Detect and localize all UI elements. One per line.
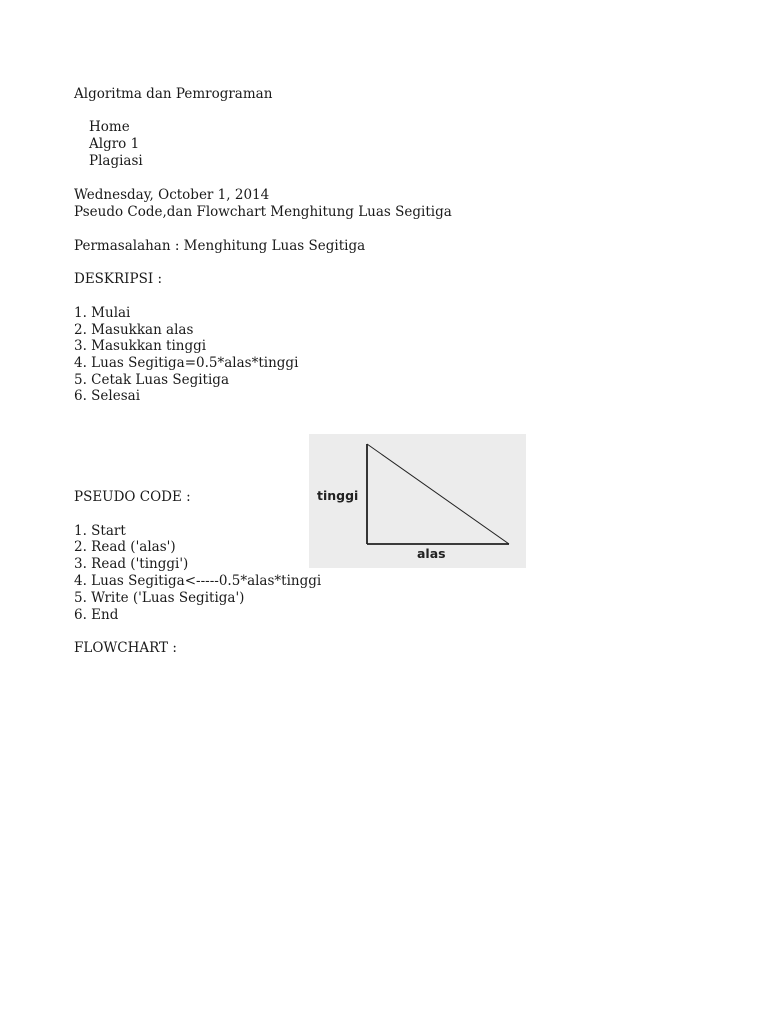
- pseudo-step: 5. Write ('Luas Segitiga'): [74, 590, 245, 606]
- deskripsi-step: 2. Masukkan alas: [74, 322, 194, 338]
- deskripsi-step: 3. Masukkan tinggi: [74, 338, 207, 354]
- deskripsi-step: 5. Cetak Luas Segitiga: [74, 372, 229, 388]
- pseudo-step: 6. End: [74, 607, 119, 623]
- base-label: alas: [417, 546, 446, 561]
- deskripsi-step: 4. Luas Segitiga=0.5*alas*tinggi: [74, 355, 299, 371]
- flowchart-heading: FLOWCHART :: [74, 640, 177, 656]
- deskripsi-step: 1. Mulai: [74, 305, 131, 321]
- problem-statement: Permasalahan : Menghitung Luas Segitiga: [74, 238, 366, 254]
- deskripsi-heading: DESKRIPSI :: [74, 271, 163, 287]
- nav-item-algro-1[interactable]: Algro 1: [89, 136, 140, 152]
- triangle-hypotenuse: [367, 444, 509, 544]
- pseudo-step: 2. Read ('alas'): [74, 539, 176, 555]
- nav-item-plagiasi[interactable]: Plagiasi: [89, 153, 143, 169]
- height-label: tinggi: [317, 488, 359, 503]
- triangle-figure: [309, 434, 526, 568]
- triangle-diagram: [309, 434, 526, 568]
- post-title: Pseudo Code,dan Flowchart Menghitung Luas Segitiga: [74, 204, 452, 220]
- blog-title: Algoritma dan Pemrograman: [74, 86, 273, 102]
- post-date: Wednesday, October 1, 2014: [74, 187, 270, 203]
- pseudo-step: 1. Start: [74, 523, 126, 539]
- pseudo-step: 3. Read ('tinggi'): [74, 556, 189, 572]
- deskripsi-step: 6. Selesai: [74, 388, 141, 404]
- pseudo-step: 4. Luas Segitiga<-----0.5*alas*tinggi: [74, 573, 322, 589]
- pseudo-code-heading: PSEUDO CODE :: [74, 489, 191, 505]
- nav-item-home[interactable]: Home: [89, 119, 130, 135]
